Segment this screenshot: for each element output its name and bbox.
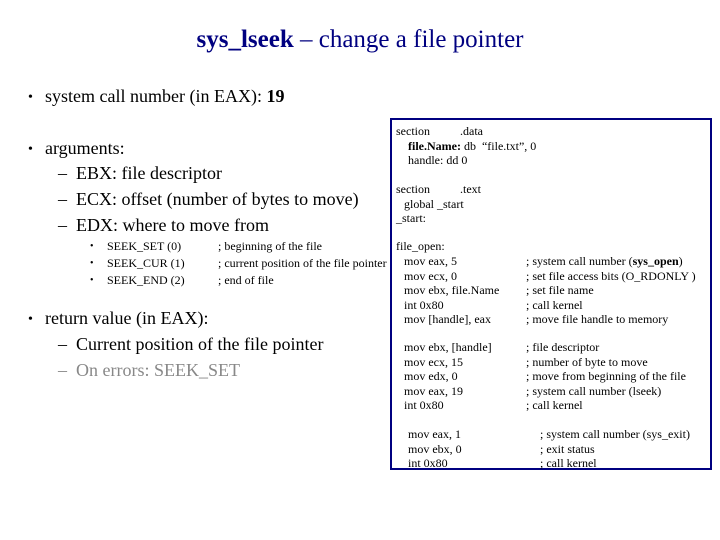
return-value-label: return value (in EAX): [45,308,209,328]
dash-glyph: – [58,334,67,354]
code-comment: ; number of byte to move [526,354,648,369]
code-comment: ; move file handle to memory [526,312,669,326]
code-line: mov ebx, file.Name [404,283,500,297]
code-comment: ; system call number (lseek) [526,383,662,398]
code-line: section .data [396,124,483,138]
seek-option-desc: ; end of file [218,273,274,287]
code-line: mov ebx, [handle] [404,340,492,354]
code-line: global _start [404,196,464,211]
dash-glyph: – [58,360,67,380]
seek-option-desc: ; beginning of the file [218,239,322,253]
text-section [396,182,481,226]
code-line: section .text [396,182,481,196]
code-comment: ; set file access bits (O_RDONLY ) [526,268,696,283]
file-open-label: file_open: [396,239,445,253]
code-line: mov ecx, 0 [404,268,457,283]
argument-item: EBX: file descriptor [76,163,222,183]
code-comment: ; move from beginning of the file [526,369,686,383]
code-comment: ; system call number (sys_open) [526,254,683,268]
code-line: int 0x80 [408,456,448,470]
syscall-label: system call number (in EAX): [45,86,267,106]
slide-title [0,26,720,54]
arguments-label: arguments: [45,138,125,158]
seek-option-desc: ; current position of the file pointer [218,256,387,270]
seek-option-name: SEEK_CUR (1) [107,256,185,270]
bullet-glyph: • [28,142,33,157]
code-comment: ; file descriptor [526,340,600,354]
title-main: sys_lseek [196,26,294,53]
code-line: handle: dd 0 [408,153,468,167]
return-item: Current position of the file pointer [76,334,324,354]
bullet-glyph: • [28,90,33,105]
sub-bullet-glyph: • [90,241,94,252]
code-line: mov eax, 19 [404,383,463,398]
dash-glyph: – [58,163,67,183]
code-comment: ; system call number (sys_exit) [540,427,690,441]
code-line: mov ecx, 15 [404,354,463,369]
sub-bullet-glyph: • [90,258,94,269]
code-line: int 0x80 [404,398,444,412]
data-section [396,124,536,168]
dash-glyph: – [58,189,67,209]
seek-option-name: SEEK_END (2) [107,273,185,287]
argument-item: ECX: offset (number of bytes to move) [76,189,359,209]
code-comment: ; call kernel [526,398,583,412]
dash-glyph: – [58,215,67,235]
block1-comments [526,254,696,327]
code-line: mov eax, 5 [404,254,457,268]
code-line: mov ebx, 0 [408,441,462,456]
code-line: mov [handle], eax [404,312,491,326]
code-comment: ; set file name [526,283,594,297]
code-line: file.Name: db “file.txt”, 0 [408,138,537,153]
seek-option-name: SEEK_SET (0) [107,239,182,253]
block2-comments [526,340,686,413]
code-line: _start: [396,211,426,225]
code-comment: ; exit status [540,441,595,456]
code-comment: ; call kernel [526,297,583,312]
sub-bullet-glyph: • [90,275,94,286]
title-sub: – change a file pointer [293,26,524,53]
return-item-error: On errors: SEEK_SET [76,360,240,380]
block3-instructions [408,427,462,471]
argument-item: EDX: where to move from [76,215,269,235]
code-line: mov edx, 0 [404,369,458,383]
bullet-glyph: • [28,312,33,327]
code-line: mov eax, 1 [408,427,461,441]
syscall-value: 19 [266,86,285,106]
code-listing-box [390,118,712,470]
syscall-number-line [45,86,284,107]
code-line: int 0x80 [404,297,444,312]
block3-comments [540,427,690,471]
code-comment: ; call kernel [540,456,597,470]
block1-instructions [404,254,499,327]
block2-instructions [404,340,492,413]
